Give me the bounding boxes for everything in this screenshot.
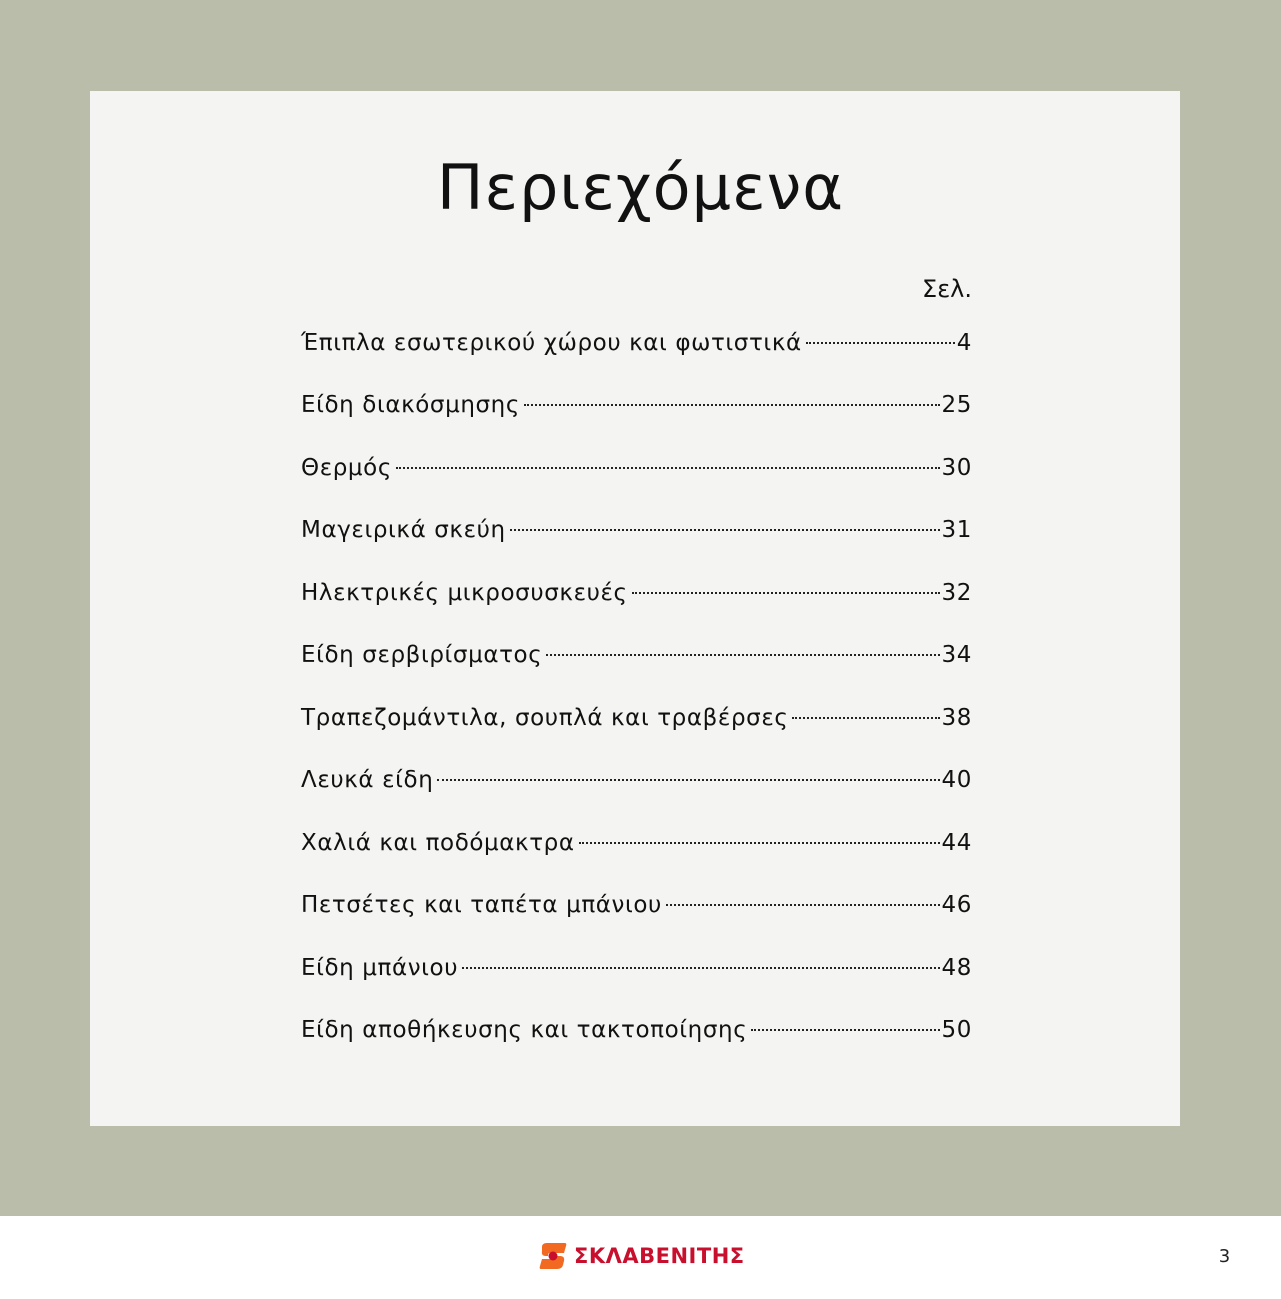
toc-entry[interactable] [301,952,972,984]
toc-entry-label: Είδη σερβιρίσματος [301,642,543,668]
dot-leader [462,967,939,969]
page-number: 3 [1218,1246,1231,1267]
toc-entry[interactable] [301,764,972,796]
toc-entry[interactable] [301,452,972,484]
dot-leader [546,654,939,656]
toc-entry-label: Έπιπλα εσωτερικού χώρου και φωτιστικά [301,330,802,356]
dot-leader [806,342,955,344]
page-title: Περιεχόμενα [436,151,845,224]
dot-leader [437,779,939,781]
toc-entry-label: Λευκά είδη [301,767,434,793]
toc-entry-label: Είδη διακόσμησης [301,392,520,418]
toc-entry-page: 32 [941,580,972,606]
dot-leader [524,404,940,406]
toc-entry-page: 34 [941,642,972,668]
dot-leader [632,592,940,594]
toc-entry-page: 30 [941,455,972,481]
toc-entry[interactable] [301,514,972,546]
toc-entry-page: 44 [941,830,972,856]
toc-entry-page: 50 [941,1017,972,1043]
toc-entry-label: Μαγειρικά σκεύη [301,517,506,543]
toc-entry[interactable] [301,702,972,734]
page-column-label: Σελ. [922,275,972,303]
toc-entry-label: Τραπεζομάντιλα, σουπλά και τραβέρσες [301,705,789,731]
toc-entry-page: 25 [941,392,972,418]
dot-leader [792,717,939,719]
toc-entry-label: Ηλεκτρικές μικροσυσκευές [301,580,628,606]
brand-name: ΣΚΛΑΒΕΝΙΤΗΣ [574,1244,745,1268]
toc-entry-page: 31 [941,517,972,543]
toc-entry-label: Είδη αποθήκευσης και τακτοποίησης [301,1017,748,1043]
toc-entry-page: 40 [941,767,972,793]
page-footer [0,1216,1281,1299]
toc-entry[interactable] [301,639,972,671]
toc-entry[interactable] [301,1014,972,1046]
dot-leader [510,529,940,531]
toc-entry[interactable] [301,327,972,359]
dot-leader [751,1029,939,1031]
toc-entry-page: 4 [956,330,972,356]
dot-leader [396,467,940,469]
toc-entry[interactable] [301,827,972,859]
toc-entry-label: Χαλιά και ποδόμακτρα [301,830,575,856]
toc-entry-label: Είδη μπάνιου [301,955,459,981]
toc-entry[interactable] [301,577,972,609]
sklavenitis-logo-icon [538,1241,568,1271]
toc-entry-label: Πετσέτες και ταπέτα μπάνιου [301,892,662,918]
brand-logo [538,1241,745,1271]
toc-entry-page: 46 [941,892,972,918]
toc-entry[interactable] [301,389,972,421]
dot-leader [579,842,940,844]
toc-entry[interactable] [301,889,972,921]
toc-entry-page: 48 [941,955,972,981]
toc-entry-label: Θερμός [301,455,392,481]
dot-leader [666,904,940,906]
toc-entry-page: 38 [941,705,972,731]
